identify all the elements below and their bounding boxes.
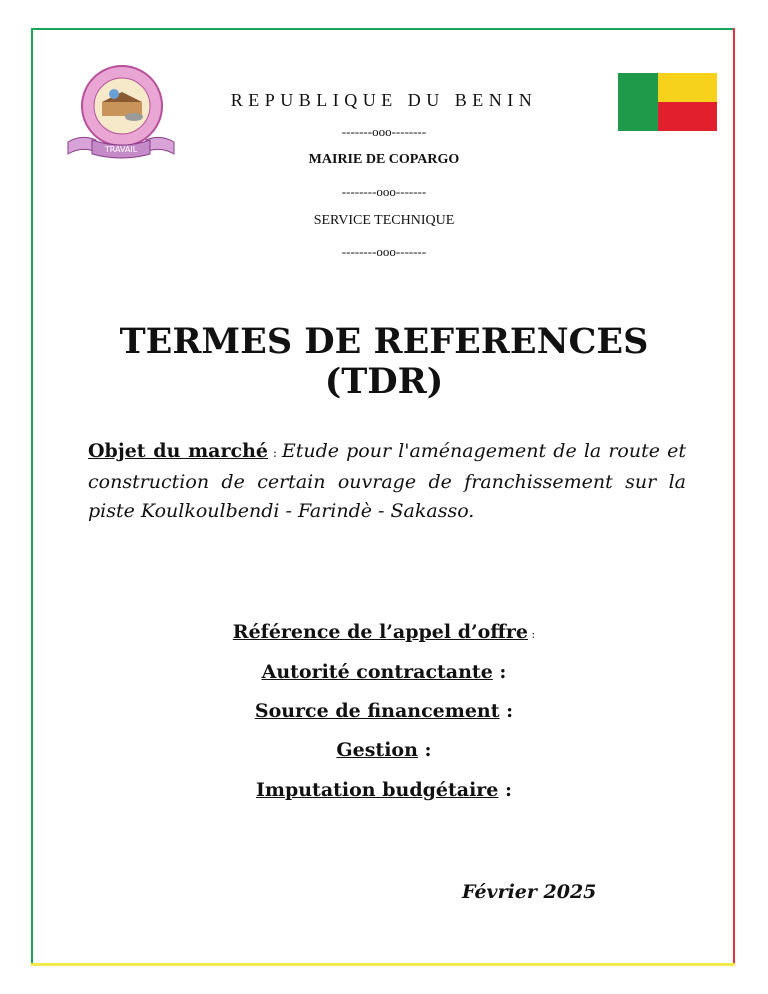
field-reference xyxy=(0,621,768,643)
field-source-colon: : xyxy=(499,700,514,722)
field-imputation-colon: : xyxy=(498,779,513,801)
field-autorite-label: Autorité contractante xyxy=(261,661,493,683)
field-gestion-label: Gestion xyxy=(336,739,418,761)
objet-paragraph xyxy=(88,437,686,526)
svg-text:TRAVAIL: TRAVAIL xyxy=(104,145,138,154)
mairie-heading: MAIRIE DE COPARGO xyxy=(308,152,460,167)
objet-text: Etude pour l'aménagement de la route et construction de certain ouvrage de franchissement sur la piste Koulkoulbendi - Farindè - Sakasso. xyxy=(88,440,686,522)
republic-heading: REPUBLIQUE DU BENIN xyxy=(230,90,538,110)
field-source xyxy=(0,700,768,722)
field-autorite xyxy=(0,661,768,683)
title-line-1: TERMES DE REFERENCES xyxy=(119,321,649,362)
field-autorite-colon: : xyxy=(492,661,507,683)
document-date: Février 2025 xyxy=(462,881,597,903)
page-border-right xyxy=(733,28,735,965)
page-border-left xyxy=(31,28,33,965)
field-source-label: Source de financement xyxy=(254,700,500,722)
field-gestion xyxy=(0,739,768,761)
objet-colon: : xyxy=(267,446,282,460)
page-border-top xyxy=(31,28,735,30)
objet-label: Objet du marché xyxy=(88,440,268,462)
page-border-bottom xyxy=(31,963,735,966)
separator: --------ooo------- xyxy=(341,184,427,199)
field-reference-colon: : xyxy=(528,628,536,641)
commune-seal-logo xyxy=(62,62,180,162)
field-gestion-colon: : xyxy=(417,739,432,761)
separator: -------ooo-------- xyxy=(341,124,427,139)
field-imputation xyxy=(0,779,768,801)
field-reference-label: Référence de l’appel d’offre xyxy=(232,621,528,643)
document-title xyxy=(0,322,768,402)
title-line-2: (TDR) xyxy=(324,361,444,402)
service-heading: SERVICE TECHNIQUE xyxy=(313,213,455,228)
separator: --------ooo------- xyxy=(341,244,427,259)
field-imputation-label: Imputation budgétaire xyxy=(255,779,499,801)
